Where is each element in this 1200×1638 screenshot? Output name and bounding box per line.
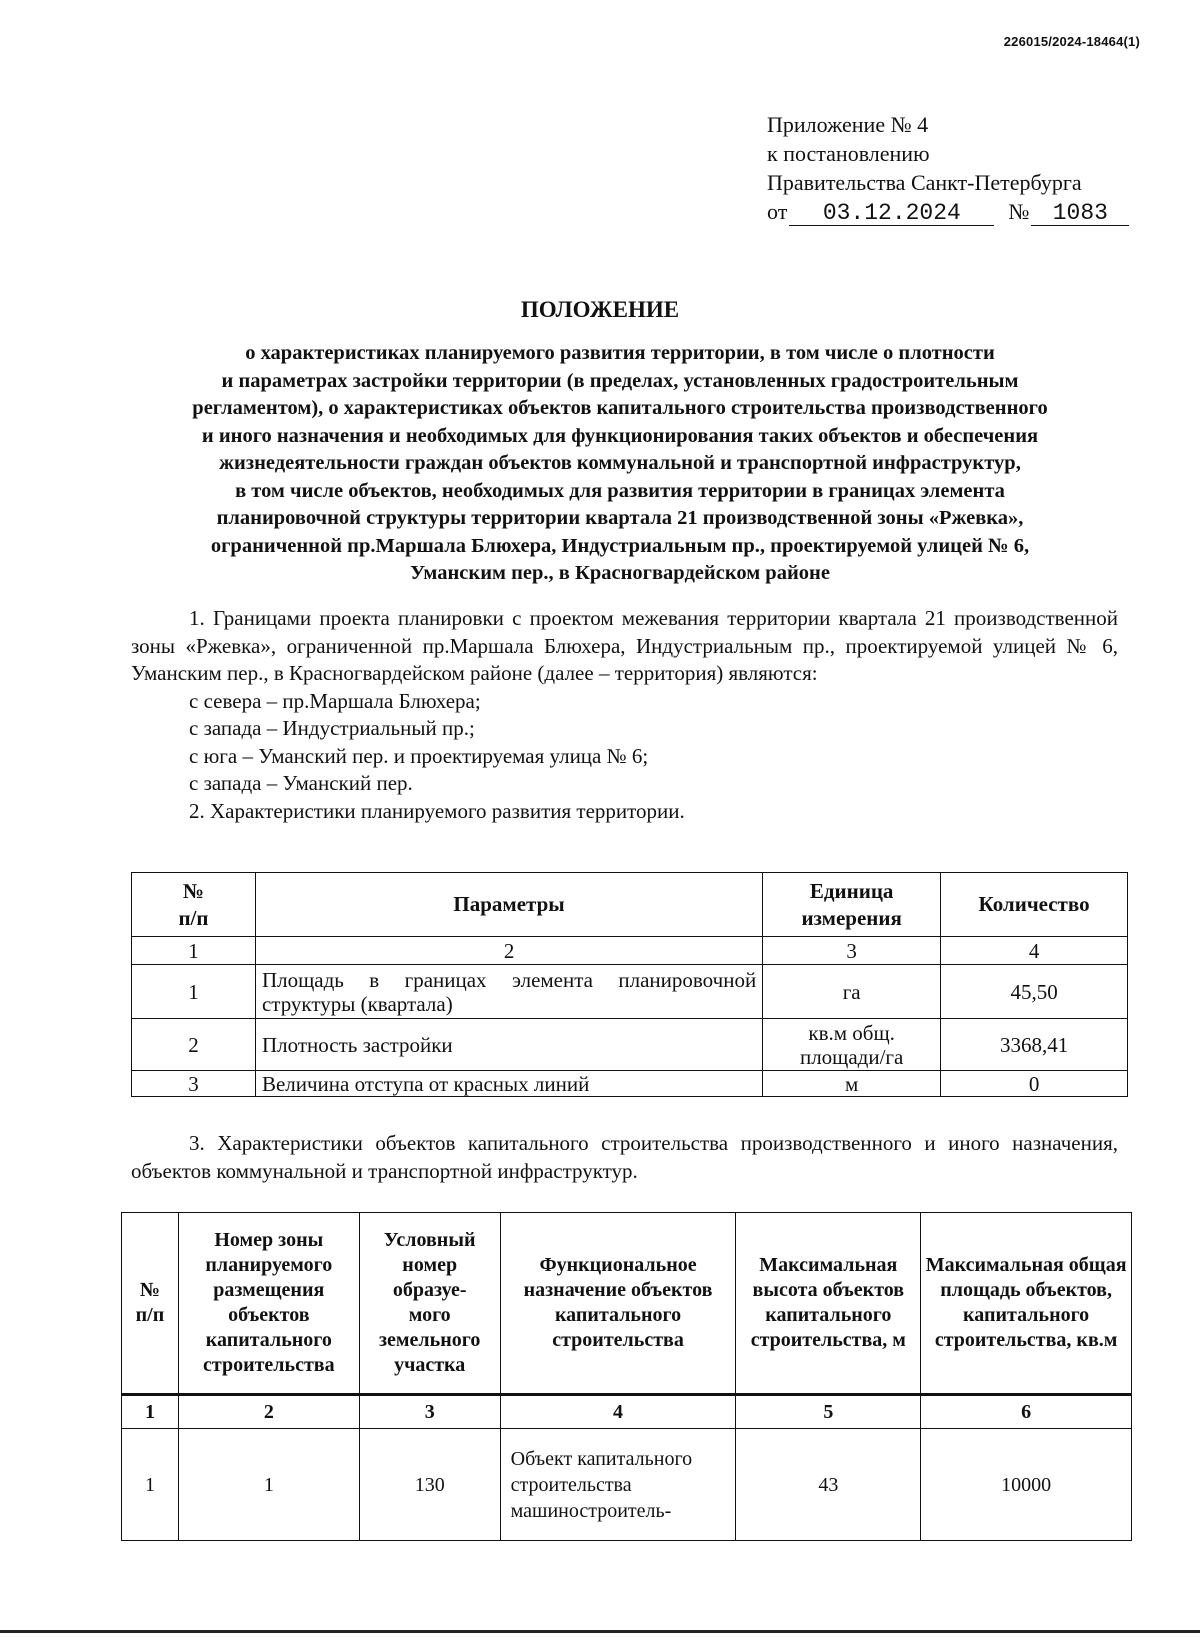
column-number: 2 xyxy=(178,1395,359,1429)
appendix-block xyxy=(767,110,1129,226)
column-number: 4 xyxy=(500,1395,736,1429)
table-header: Функциональное назначение объектов капитального строительства xyxy=(500,1213,736,1395)
subtitle-line: в том числе объектов, необходимых для развития территории в границах элемента xyxy=(235,479,1005,502)
table-row xyxy=(122,1429,1132,1541)
height-cell: 43 xyxy=(736,1429,921,1541)
boundary-item: с севера – пр.Маршала Блюхера; xyxy=(189,688,481,713)
column-number: 1 xyxy=(122,1395,179,1429)
table-row xyxy=(132,965,1128,1019)
table-header: № п/п xyxy=(122,1213,179,1395)
boundary-item: с юга – Уманский пер. и проектируемая улица № 6; xyxy=(189,743,649,768)
table-row xyxy=(132,1019,1128,1071)
capital-construction-table xyxy=(121,1212,1132,1541)
column-number: 4 xyxy=(941,937,1128,965)
parameter-cell: Плотность застройки xyxy=(255,1019,762,1071)
table-row xyxy=(132,1071,1128,1097)
body-text-2 xyxy=(131,1130,1118,1185)
table-header: Параметры xyxy=(255,873,762,937)
area-cell: 10000 xyxy=(921,1429,1132,1541)
parameter-cell: Величина отступа от красных линий xyxy=(255,1071,762,1097)
unit-cell: м xyxy=(763,1071,941,1097)
table-header: Условный номер образуе-мого земельного участка xyxy=(359,1213,500,1395)
subtitle-line: жизнедеятельности граждан объектов коммунальной и транспортной инфраструктур, xyxy=(219,452,1021,474)
table-header: Количество xyxy=(941,873,1128,937)
paragraph-2: 2. Характеристики планируемого развития территории. xyxy=(189,798,685,823)
body-text xyxy=(131,605,1118,825)
purpose-cell: Объект капитального строительства машиностроитель- xyxy=(500,1429,736,1541)
subtitle-line: Уманским пер., в Красногвардейском районе xyxy=(410,562,830,584)
row-number: 3 xyxy=(132,1071,256,1097)
subtitle-line: о характеристиках планируемого развития территории, в том числе о плотности xyxy=(245,342,995,364)
boundary-item: с запада – Индустриальный пр.; xyxy=(189,716,475,740)
paragraph-1: 1. Границами проекта планировки с проектом межевания территории квартала 21 производственной зоны «Ржевка», ограниченной пр.Маршала Блюхера, Индустриальным пр., проектируемой улицей № 6, Уманским пер., в Красногвардейском районе (далее – территория) являются: xyxy=(131,606,1118,685)
table-header: Единица измерения xyxy=(763,873,941,937)
column-number: 1 xyxy=(132,937,256,965)
document-id: 226015/2024-18464(1) xyxy=(1003,34,1140,49)
table-header: Номер зоны планируемого размещения объектов капитального строительства xyxy=(178,1213,359,1395)
from-label: от xyxy=(767,199,788,224)
subtitle-line: регламентом), о характеристиках объектов капитального строительства производственного xyxy=(192,397,1048,419)
appendix-line-3: Правительства Санкт-Петербурга xyxy=(767,170,1082,195)
table-header: Максимальная общая площадь объектов, капитального строительства, кв.м xyxy=(921,1213,1132,1395)
column-number: 3 xyxy=(359,1395,500,1429)
table-header: № п/п xyxy=(132,873,256,937)
table-header: Максимальная высота объектов капитального строительства, м xyxy=(736,1213,921,1395)
row-number: 1 xyxy=(132,965,256,1019)
row-number: 2 xyxy=(132,1019,256,1071)
boundary-list xyxy=(131,688,1118,826)
resolution-date: 03.12.2024 xyxy=(789,201,994,226)
parameter-cell: Площадь в границах элемента планировочной структуры (квартала) xyxy=(255,965,762,1019)
subtitle-line: планировочной структуры территории квартала 21 производственной зоны «Ржевка», xyxy=(216,507,1024,529)
unit-cell: кв.м общ. площади/га xyxy=(763,1019,941,1071)
appendix-line-2: к постановлению xyxy=(767,141,930,166)
page-title: ПОЛОЖЕНИЕ xyxy=(520,297,680,322)
column-number: 2 xyxy=(255,937,762,965)
quantity-cell: 0 xyxy=(941,1071,1128,1097)
development-characteristics-table xyxy=(131,872,1128,1097)
column-number: 3 xyxy=(763,937,941,965)
number-label: № xyxy=(1008,199,1030,224)
boundary-item: с запада – Уманский пер. xyxy=(189,771,413,795)
page-subtitle xyxy=(120,340,1120,588)
row-number: 1 xyxy=(122,1429,179,1541)
quantity-cell: 45,50 xyxy=(941,965,1128,1019)
page-bottom-rule xyxy=(0,1630,1200,1633)
column-number: 6 xyxy=(921,1395,1132,1429)
unit-cell: га xyxy=(763,965,941,1019)
plot-cell: 130 xyxy=(359,1429,500,1541)
subtitle-line: ограниченной пр.Маршала Блюхера, Индустриальным пр., проектируемой улицей № 6, xyxy=(210,534,1030,557)
quantity-cell: 3368,41 xyxy=(941,1019,1128,1071)
zone-cell: 1 xyxy=(178,1429,359,1541)
paragraph-3: 3. Характеристики объектов капитального строительства производственного и иного назначения, объектов коммунальной и транспортной инфраструктур. xyxy=(131,1131,1118,1183)
appendix-line-1: Приложение № 4 xyxy=(767,112,929,137)
column-number: 5 xyxy=(736,1395,921,1429)
subtitle-line: и параметрах застройки территории (в пределах, установленных градостроительным xyxy=(221,369,1019,392)
resolution-number: 1083 xyxy=(1031,201,1129,226)
subtitle-line: и иного назначения и необходимых для функционирования таких объектов и обеспечения xyxy=(201,424,1039,447)
appendix-date-line xyxy=(767,197,1129,226)
